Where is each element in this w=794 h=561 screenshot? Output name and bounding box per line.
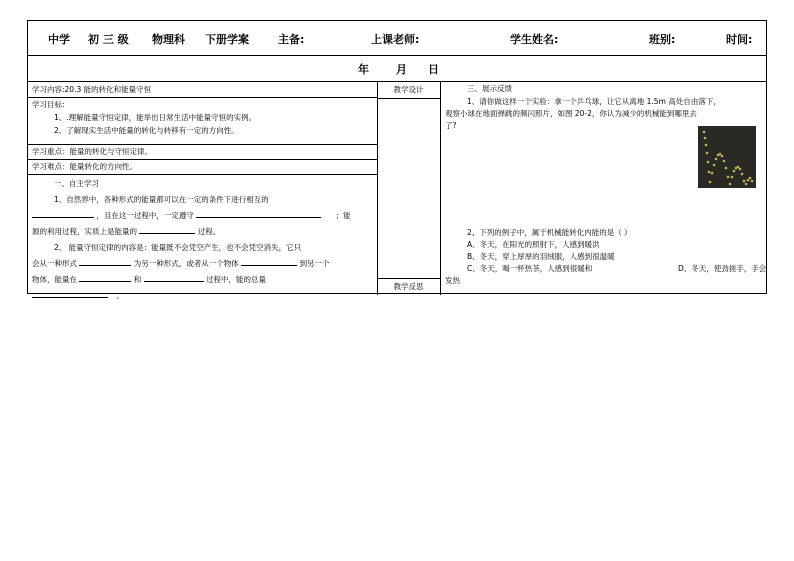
q2-line4: 。 <box>32 288 377 304</box>
q2-line2: 会从一种形式 为另一种形式，或者从一个物体 到另一个 <box>32 256 377 272</box>
teaching-design: 教学设计 <box>377 82 440 99</box>
learning-content: 学习内容:20.3 能的转化和能量守恒 <box>32 85 152 94</box>
self-study-title: 一、自主学习 <box>54 179 99 188</box>
goal-2: 2、了解现实生活中能量的转化与转移有一定的方向性。 <box>54 126 239 135</box>
teaching-column <box>377 82 441 295</box>
class-teacher: 上课老师: <box>371 33 420 46</box>
student-name: 学生姓名: <box>510 33 559 46</box>
content-area <box>28 81 767 300</box>
blank[interactable] <box>32 288 108 298</box>
p1-line1: 1、请你做这样一个实验：拿一个乒乓球，让它从离地 1.5m 高处自由落下， <box>467 97 721 106</box>
time-label: 时间: <box>726 33 753 46</box>
q2-line3: 物体，能量在 和 过程中，能的总量 <box>32 272 377 288</box>
q1-line3: 源的利用过程，实质上是能量的 过程。 <box>32 224 377 240</box>
header-row <box>28 21 766 55</box>
bouncing-ball-photo <box>698 126 756 188</box>
blank[interactable] <box>144 272 204 282</box>
blank[interactable] <box>79 256 131 266</box>
blank[interactable] <box>196 208 321 218</box>
lead-teacher: 主备: <box>278 33 305 46</box>
feedback-title: 三、展示反馈 <box>467 84 512 93</box>
worksheet-table <box>27 20 767 300</box>
class-label: 班别: <box>649 33 676 46</box>
blank[interactable] <box>241 256 297 266</box>
option-a: A、冬天，在阳光的照射下，人感到暖洪 <box>467 240 600 249</box>
subject: 物理科 <box>152 33 185 46</box>
blank[interactable] <box>79 272 131 282</box>
p1-line3: 了? <box>445 121 457 130</box>
option-c: C、冬天，喝一杯热茶，人感到很暖和 <box>467 264 593 273</box>
month-label: 月 <box>396 63 407 76</box>
doc-type: 下册学案 <box>205 33 249 46</box>
feedback-column <box>441 82 767 295</box>
option-b: B、冬天，穿上厚厚的羽绒服，人感到很温暖 <box>467 252 615 261</box>
goal-1: 1、.理解能量守恒定律，能举出日常生活中能量守恒的实例。 <box>54 113 257 122</box>
q1-line2: ，且在这一过程中，一定遵守 ；能 <box>32 208 377 224</box>
key-point: 学习重点：能量的转化与守恒定律。 <box>28 144 377 159</box>
self-study <box>28 174 377 300</box>
learning-column <box>28 82 378 300</box>
blank[interactable] <box>32 208 94 218</box>
day-label: 日 <box>428 63 439 76</box>
q1-line1: 1、自然界中，各种形式的能量都可以在一定的条件下进行相互的 <box>54 195 269 204</box>
learning-goals <box>28 97 377 144</box>
ball-trajectory-icon <box>698 126 756 188</box>
goals-title: 学习目标: <box>32 100 65 109</box>
date-row <box>28 55 766 82</box>
difficult-point: 学习难点：能量转化的方向性。 <box>28 159 377 174</box>
year-label: 年 <box>358 63 369 76</box>
option-d-cont: 发热 <box>445 276 460 285</box>
teaching-reflection: 教学反思 <box>377 278 440 296</box>
grade: 初 三 级 <box>88 33 129 46</box>
q2-line1: 2、 能量守恒定律的内容是：能量既不会凭空产生，也不会凭空消失，它只 <box>54 243 302 252</box>
p2-title: 2、下列的例子中，属于机械能转化内能的是（ ） <box>467 228 632 237</box>
school: 中学 <box>48 33 70 46</box>
blank[interactable] <box>139 224 195 234</box>
option-d: D、冬天，使劲搓手，手会 <box>678 264 767 273</box>
p1-line2: 观察小球在地面弹跳的频闪照片，如图 20-2，你认为减少的机械能到哪里去 <box>445 109 697 118</box>
